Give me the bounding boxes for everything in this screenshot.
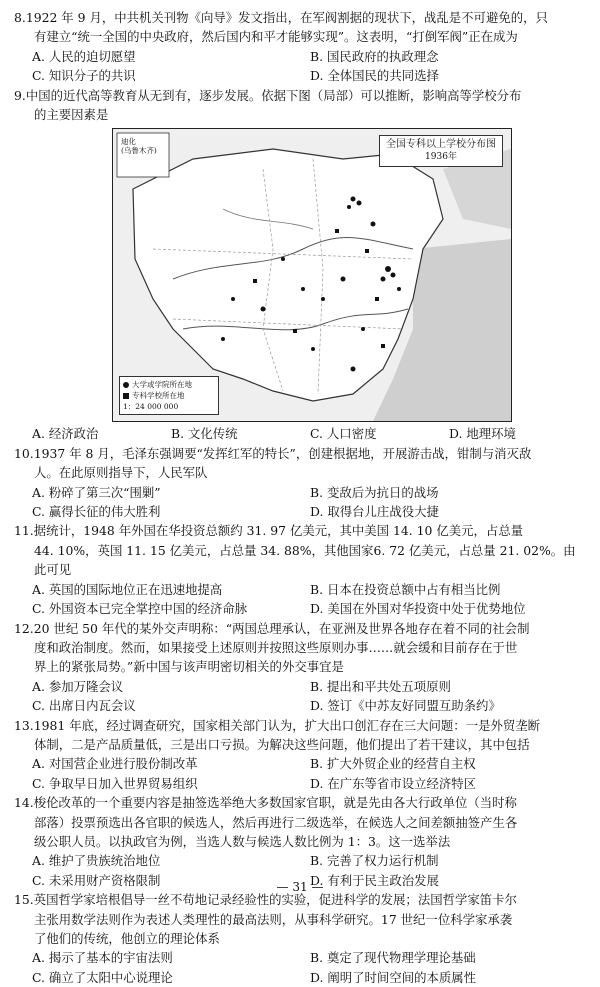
question-number: 13. <box>14 717 34 733</box>
option-b[interactable]: B. 奠定了现代物理学理论基础 <box>310 950 476 966</box>
question-stem-cont: 了他们的传统，他创立的理论体系 <box>34 931 220 946</box>
question-8 <box>14 8 588 86</box>
question-stem: 梭伦改革的一个重要内容是抽签选举绝大多数国家官职，就是先由各大行政单位（当时称 <box>33 795 517 811</box>
university-dot-icon <box>123 382 129 388</box>
legend-university: 大学或学院所在地 <box>132 380 192 390</box>
option-c[interactable]: C. 争取早日加入世界贸易组织 <box>32 775 198 791</box>
question-number: 12. <box>14 620 34 636</box>
option-d[interactable]: D. 在广东等省市设立经济特区 <box>310 775 477 791</box>
option-a[interactable]: A. 维护了贵族统治地位 <box>32 853 161 869</box>
option-b[interactable]: B. 国民政府的执政理念 <box>310 48 439 64</box>
option-c[interactable]: C. 确立了太阳中心说理论 <box>32 969 173 985</box>
option-c[interactable]: C. 人口密度 <box>310 426 377 442</box>
option-c[interactable]: C. 未采用财产资格限制 <box>32 872 161 888</box>
option-a[interactable]: A. 英国的国际地位正在迅速地提高 <box>32 581 223 597</box>
option-a[interactable]: A. 粉碎了第三次“围剿” <box>32 484 161 500</box>
question-stem: 1922 年 9 月，中共机关刊物《向导》发文指出，在军阀割据的现状下，战乱是不可避免的，只 <box>25 10 548 25</box>
question-stem-cont: 44. 10%，英国 11. 15 亿美元，占总量 34. 88%，其他国家6. 72 亿美元，占总量 21. 02%。由 <box>34 542 576 558</box>
options <box>14 483 588 522</box>
map-scale: 1：24 000 000 <box>123 402 179 412</box>
option-a[interactable]: A. 经济政治 <box>32 426 99 442</box>
option-d[interactable]: D. 有利于民主政治发展 <box>310 872 439 888</box>
question-number: 14. <box>14 795 34 811</box>
question-stem: 中国的近代高等教育从无到有，逐步发展。依据下图（局部）可以推断，影响高等学校分布 <box>25 87 522 103</box>
question-stem-cont: 主张用数学法则作为表述人类理性的最高法则，从事科学研究。17 世纪一位科学家承袭 <box>34 911 513 927</box>
map-year: 1936年 <box>425 152 457 163</box>
option-c[interactable]: C. 出席日内瓦会议 <box>32 698 136 714</box>
options <box>14 580 588 619</box>
option-a[interactable]: A. 参加万隆会议 <box>32 678 124 694</box>
option-d[interactable]: D. 全体国民的共同选择 <box>310 68 439 84</box>
question-stem-cont: 体制，二是产品质量低，三是出口亏损。为解决这些问题，他们提出了若干建议，其中包括 <box>34 736 530 752</box>
option-d[interactable]: D. 阐明了时间空间的本质属性 <box>310 969 477 985</box>
option-d[interactable]: D. 美国在外国对华投资中处于优势地位 <box>310 601 526 617</box>
option-a[interactable]: A. 对国营企业进行股份制改革 <box>32 756 198 772</box>
page-number: — 31 — <box>276 880 324 894</box>
legend-college: 专科学校所在地 <box>132 391 185 401</box>
option-d[interactable]: D. 签订《中苏友好同盟互助条约》 <box>310 698 501 714</box>
exam-page <box>14 8 588 987</box>
question-stem-cont: 此可见 <box>34 562 72 578</box>
option-b[interactable]: B. 变敌后为抗日的战场 <box>310 484 439 500</box>
options <box>14 424 588 443</box>
inset-label: 迪化 (乌鲁木齐) <box>121 137 157 156</box>
question-stem: 20 世纪 50 年代的某外交声明称：“两国总理承认，在亚洲及世界各地存在着不同的社会制 <box>33 620 530 636</box>
question-stem-cont: 的主要因素是 <box>34 107 109 123</box>
question-number: 15. <box>14 892 34 908</box>
question-number: 10. <box>14 445 34 461</box>
option-c[interactable]: C. 知识分子的共识 <box>32 68 136 84</box>
question-stem: 1937 年 8 月，毛泽东强调要“发挥红军的特长”，创建根据地，开展游击战，钳制与消灭敌 <box>33 445 532 461</box>
options <box>14 677 588 716</box>
option-b[interactable]: B. 扩大外贸企业的经营自主权 <box>310 756 476 772</box>
question-stem: 1981 年底，经过调查研究，国家相关部门认为，扩大出口创汇存在三大问题：一是外贸垄断 <box>33 717 541 733</box>
option-a[interactable]: A. 揭示了基本的宇宙法则 <box>32 950 173 966</box>
question-stem-cont: 人。在此原则指导下，人民军队 <box>34 465 208 481</box>
option-b[interactable]: B. 提出和平共处五项原则 <box>310 678 451 694</box>
college-square-icon <box>123 393 129 399</box>
question-stem-cont: 有建立“统一全国的中央政府，然后国内和平才能够实现”。这表明，“打倒军阀”正在成为 <box>34 29 518 45</box>
question-stem: 据统计，1948 年外国在华投资总额约 31. 97 亿美元，其中美国 14. 10 亿美元，占总量 <box>33 523 524 539</box>
question-10 <box>14 444 588 522</box>
question-number: 9. <box>14 87 26 103</box>
question-stem-cont: 部落）投票预选出各官职的候选人，然后再进行二级选举，在候选人之间差额抽签产生各 <box>34 814 518 830</box>
map-legend <box>119 376 219 415</box>
question-15 <box>14 890 588 987</box>
option-b[interactable]: B. 日本在投资总额中占有相当比例 <box>310 581 501 597</box>
option-d[interactable]: D. 地理环境 <box>449 426 516 442</box>
question-number: 8. <box>14 10 26 25</box>
question-12 <box>14 619 588 716</box>
option-c[interactable]: C. 赢得长征的伟大胜利 <box>32 504 161 520</box>
options <box>14 47 588 86</box>
question-number: 11. <box>14 523 34 539</box>
options <box>14 754 588 793</box>
options <box>14 948 588 987</box>
question-stem-cont: 级公职人员。以执政官为例，当选人数与候选人数比例为 1：3。这一选举法 <box>34 833 451 849</box>
question-stem-cont: 度和政治制度。然而，如果接受上述原则并按照这些原则办事……就会缓和目前存在于世 <box>34 639 518 655</box>
map-title-box <box>379 135 503 167</box>
map-title: 全国专科以上学校分布图 <box>386 139 496 151</box>
question-14 <box>14 793 588 890</box>
question-13 <box>14 716 588 794</box>
question-stem-cont: 界上的紧张局势。”新中国与该声明密切相关的外交事宜是 <box>34 659 344 675</box>
question-11 <box>14 521 588 618</box>
question-9 <box>14 86 588 444</box>
school-distribution-map <box>112 128 512 422</box>
option-b[interactable]: B. 文化传统 <box>171 426 238 442</box>
option-a[interactable]: A. 人民的迫切愿望 <box>32 48 136 64</box>
option-d[interactable]: D. 取得台儿庄战役大捷 <box>310 504 439 520</box>
question-stem: 英国哲学家培根倡导一丝不苟地记录经验性的实验，促进科学的发展；法国哲学家笛卡尔 <box>33 892 517 908</box>
option-c[interactable]: C. 外国资本已完全掌控中国的经济命脉 <box>32 601 248 617</box>
option-b[interactable]: B. 完善了权力运行机制 <box>310 853 439 869</box>
